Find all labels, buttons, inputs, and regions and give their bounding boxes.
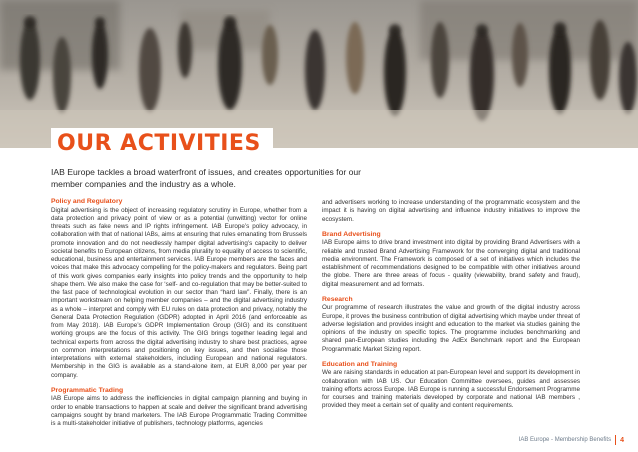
footer-divider [615, 435, 616, 445]
left-column [51, 198, 307, 435]
page-footer [519, 435, 624, 445]
section-programmatic-continued [322, 199, 580, 224]
intro-text: IAB Europe tackles a broad waterfront of issues, and creates opportunities for our member companies and the industry as a whole. [51, 167, 362, 189]
section-programmatic-trading [51, 387, 307, 429]
section-research [322, 296, 580, 354]
section-brand-advertising [322, 231, 580, 289]
section-body: IAB Europe aims to drive brand investment into digital by providing Brand Advertisers with a reliable and trusted Brand Advertising Framework for the converging digital and traditional media environment. The Framework is composed of a set of initiatives which includes the establishment of recommendations designed to be compatible with other initiatives around the globe. There are three areas of focus - quality (viewability, brand safety and fraud), digital measurement and ad formats. [322, 239, 580, 288]
section-body: We are raising standards in education at pan-European level and support its development in collaboration with IAB US. Our Education Committee oversees, guides and assesses training efforts across Europe. IAB Europe is running a successful Endorsement Programme for courses and training materials developed by corporate and national IAB members , provided they meet a certain set of quality and content requirements. [322, 369, 580, 410]
section-policy-regulatory [51, 198, 307, 380]
page-title: OUR ACTIVITIES [51, 128, 273, 160]
section-body: and advertisers working to increase understanding of the programmatic ecosystem and the impact it is having on digital advertising and influence industry initiatives to improve the ecosystem. [322, 199, 580, 223]
section-body: Our programme of research illustrates the value and growth of the digital industry across Europe, it proves the business contribution of digital advertising which maybe under threat of adverse legislation and provides insight and education to the market via studies gaining the opinions of the industry on specific topics. The programme includes benchmarking and shared pan-European studies including the AdEx Benchmark report and the European Programmatic Market Sizing report. [322, 304, 580, 353]
page-number: 4 [620, 436, 624, 444]
section-heading: Brand Advertising [322, 230, 381, 238]
section-heading: Policy and Regulatory [51, 198, 123, 205]
crowd-photo-image [0, 0, 638, 148]
section-body: Digital advertising is the object of increasing regulatory scrutiny in Europe, whether from a data protection and privacy point of view or as a potential (unwitting) vector for online threats such as fake news and IP rights infringement. IAB Europe’s policy advocacy, in collaboration with that of national IABs, aims at ensuring that rules emanating from Brussels promote innovation and do not needlessly hamper digital advertising’s capacity to deliver societal benefits to European citizens, from media plurality to equality of access to scientific, educational, business and entertainment services. IAB Europe members are the faces and voices that make this advocacy compelling for the policy-makers and regulators. Being part of this work gives companies early insights into policy trends and the opportunity to help shape them. We also make the case for ‘self- and co-regulation that may be better-suited to the fast pace of technological evolution in our sector than “hard law”. Finally, there is an important workstream on helping member companies – and the digital advertising industry as a whole – interpret and comply with EU rules on data protection and privacy, notably the General Data Protection Regulation (GDPR) adopted in April 2016 (and enforceable as from May 2018). IAB Europe’s GDPR Implementation Group (GIG) and its constituent working groups are the focus of this activity. The GIG brings together leading legal and technical experts from across the digital advertising industry to share best practices, agree on common interpretations and positioning on key issues, and then socialise those interpretations with external stakeholders, including European and national regulators. Membership in the GIG is available as a stand-alone item, at EUR 8,000 per year per company. [51, 206, 307, 379]
section-heading: Research [322, 295, 353, 303]
hero-photo [0, 0, 638, 148]
footer-label: IAB Europe - Membership Benefits [518, 437, 612, 443]
section-heading: Programmatic Trading [51, 386, 124, 394]
section-heading: Education and Training [322, 360, 398, 368]
section-education-training [322, 361, 580, 411]
right-column [322, 199, 580, 418]
section-body: IAB Europe aims to address the inefficiencies in digital campaign planning and buying in order to enable transactions to happen at scale and deliver the significant brand advertising campaigns sought by brand marketers. The IAB Europe Programmatic Trading Committee is a multi-stakeholder initiative of publishers, technology platforms, agencies [51, 395, 307, 427]
